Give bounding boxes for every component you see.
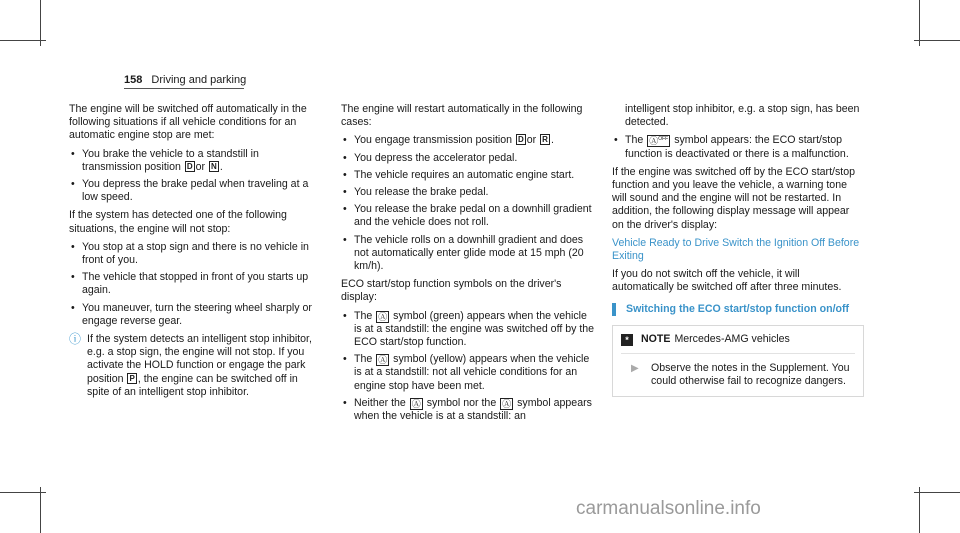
list-item-text: symbol appears: the ECO start/stop function is deactivated or there is a malfunction. bbox=[625, 134, 849, 160]
list-item: • You depress the brake pedal when traveling at a low speed. bbox=[69, 178, 321, 204]
list-item: • You stop at a stop sign and there is no vehicle in front of you. bbox=[69, 241, 321, 267]
paragraph: The engine will be switched off automatically in the following situations if all vehicle conditions for an automatic engine stop are met: bbox=[69, 103, 307, 142]
paragraph: If the system has detected one of the following situations, the engine will not stop: bbox=[69, 209, 287, 235]
crop-mark bbox=[40, 487, 41, 533]
paragraph: intelligent stop inhibitor, e.g. a stop sign, has been detected. bbox=[625, 103, 860, 129]
eco-start-stop-green-icon: Ⓐ bbox=[378, 311, 388, 322]
bullet-list bbox=[612, 134, 864, 160]
note-text: Observe the notes in the Supplement. You could otherwise fail to recognize dangers. bbox=[651, 362, 850, 388]
list-item-text: symbol appears when the vehicle is at a standstill: an bbox=[354, 396, 592, 423]
list-item-text: or bbox=[195, 160, 206, 173]
list-item-text: or bbox=[526, 134, 537, 147]
info-icon: ⓘ bbox=[69, 332, 82, 347]
eco-glyph: Ⓐ bbox=[649, 136, 659, 147]
list-item-text: The bbox=[354, 309, 373, 322]
transmission-n-icon: N bbox=[211, 161, 217, 171]
list-item: • The vehicle requires an automatic engine start. bbox=[341, 169, 597, 182]
chapter-title: Driving and parking bbox=[151, 74, 247, 86]
bullet-list bbox=[69, 148, 321, 205]
bullet-list bbox=[69, 241, 321, 328]
arrow-right-icon: ▶ bbox=[631, 363, 639, 375]
list-item: • The vehicle that stopped in front of you starts up again. bbox=[69, 271, 321, 297]
note-body bbox=[621, 353, 855, 388]
list-item: • You release the brake pedal on a downhill gradient and the vehicle does not roll. bbox=[341, 203, 597, 229]
info-text: If the system detects an intelligent stop inhibitor, e.g. a stop sign, the engine will not stop. If you activate the HOLD function or engage the park position bbox=[87, 333, 312, 385]
paragraph: ECO start/stop function symbols on the driver's display: bbox=[341, 278, 562, 304]
list-item bbox=[612, 134, 864, 160]
list-item: • You maneuver, turn the steering wheel sharply or engage reverse gear. bbox=[69, 302, 321, 328]
list-item-text: symbol (yellow) appears when the vehicle is at a standstill: not all vehicle conditions for an engine stop have been met. bbox=[354, 353, 590, 392]
transmission-p-icon: P bbox=[129, 373, 135, 383]
header-divider bbox=[124, 88, 244, 89]
display-message: Vehicle Ready to Drive Switch the Ignition Off Before Exiting bbox=[612, 236, 860, 263]
note-box bbox=[612, 325, 864, 398]
eco-off-icon bbox=[647, 135, 670, 147]
list-item-text: . bbox=[219, 160, 223, 173]
crop-mark bbox=[0, 492, 46, 493]
bullet-list bbox=[341, 134, 597, 273]
page-number: 158 bbox=[124, 74, 143, 86]
list-item-text: The bbox=[354, 353, 373, 366]
crop-mark bbox=[914, 492, 960, 493]
transmission-d-icon: D bbox=[186, 161, 193, 171]
note-label: NOTE bbox=[641, 332, 671, 345]
list-item-text: You brake the vehicle to a standstill in transmission position bbox=[82, 147, 259, 173]
list-item-text: You engage transmission position bbox=[354, 134, 513, 147]
eco-start-stop-yellow-icon: Ⓐ bbox=[378, 355, 388, 366]
list-item: • You release the brake pedal. bbox=[341, 186, 597, 199]
list-item bbox=[341, 134, 597, 147]
column-left bbox=[69, 103, 321, 399]
crop-mark bbox=[914, 40, 960, 41]
list-item bbox=[341, 353, 597, 393]
warning-mark-icon: * bbox=[621, 334, 633, 346]
section-heading: Switching the ECO start/stop function on/off bbox=[612, 303, 864, 316]
watermark: carmanualsonline.info bbox=[576, 498, 761, 519]
column-right bbox=[612, 103, 864, 397]
info-text: , the engine can be switched off in spite of an intelligent stop inhibitor. bbox=[87, 372, 298, 398]
paragraph: The engine will restart automatically in the following cases: bbox=[341, 103, 583, 129]
list-item-text: . bbox=[550, 134, 554, 147]
list-item: • You depress the accelerator pedal. bbox=[341, 152, 597, 165]
eco-start-stop-icon: Ⓐ bbox=[411, 398, 421, 409]
list-item bbox=[69, 148, 321, 174]
eco-start-stop-icon: Ⓐ bbox=[502, 398, 512, 409]
paragraph: If the engine was switched off by the ECO start/stop function and you leave the vehicle, a warning tone will sound and the engine will not be restarted. In addition, the following display message will appear on the driver's display: bbox=[612, 165, 855, 231]
list-item: • The vehicle rolls on a downhill gradient and does not automatically enter glide mode at 15 mph (20 km/h). bbox=[341, 234, 597, 274]
column-middle bbox=[341, 103, 597, 428]
list-item-text: Neither the bbox=[354, 396, 406, 409]
transmission-d-icon: D bbox=[518, 135, 524, 145]
bullet-list bbox=[341, 310, 597, 424]
paragraph: If you do not switch off the vehicle, it will automatically be switched off after three minutes. bbox=[612, 268, 842, 294]
list-item bbox=[341, 397, 597, 423]
info-note bbox=[69, 333, 321, 399]
eco-off-label: OFF bbox=[658, 136, 669, 143]
note-header bbox=[621, 333, 855, 346]
list-item-text: symbol (green) appears when the vehicle is at a standstill: the engine was switched off by the ECO start/stop function. bbox=[354, 309, 595, 349]
note-subject: Mercedes-AMG vehicles bbox=[674, 332, 790, 345]
crop-mark bbox=[0, 40, 46, 41]
list-item-text: The bbox=[625, 134, 644, 147]
crop-mark bbox=[919, 487, 920, 533]
list-item-text: symbol nor the bbox=[426, 396, 497, 409]
list-item bbox=[341, 310, 597, 350]
page-header bbox=[124, 74, 246, 87]
transmission-r-icon: R bbox=[542, 135, 548, 145]
